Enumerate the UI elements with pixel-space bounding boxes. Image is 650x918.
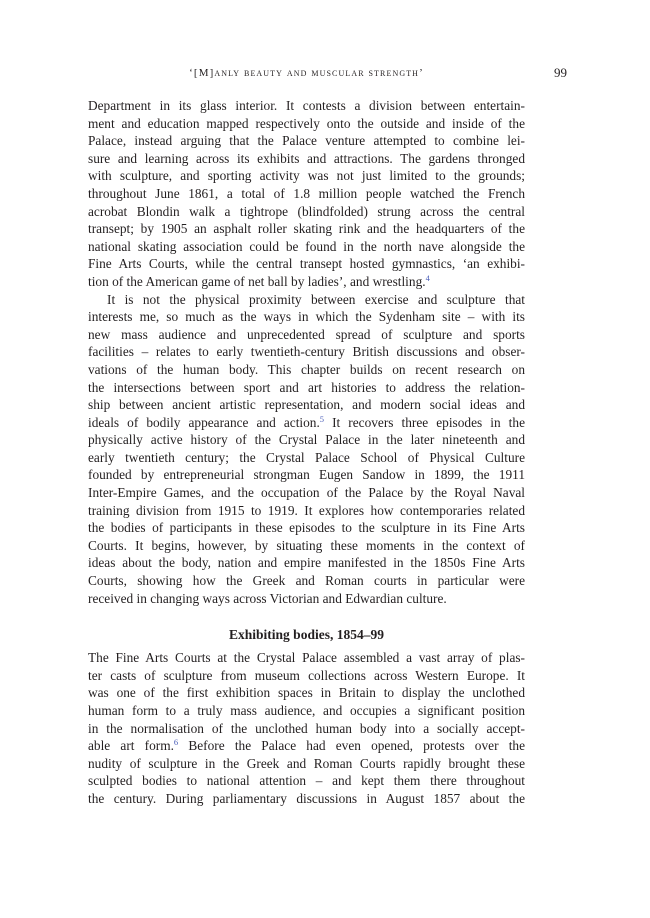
footnote-ref-6[interactable]: 6 <box>173 737 179 748</box>
text-line: human form to a truly mass audience, and occupies a significant position <box>88 703 525 718</box>
text-line: sculpted bodies to national attention – and kept them there throughout <box>88 773 525 789</box>
paragraph-3 <box>88 649 525 807</box>
text-line: new mass audience and unprecedented spread of sculpture and sports <box>88 326 525 342</box>
text-line <box>88 273 525 291</box>
section-heading: Exhibiting bodies, 1854–99 <box>229 627 384 643</box>
footnote-ref-4[interactable]: 4 <box>425 272 430 283</box>
text-line: the century. During parliamentary discussions in August 1857 about the <box>88 790 525 806</box>
text-line: in the normalisation of the unclothed human body into a socially accept- <box>88 720 525 736</box>
paragraph-1 <box>88 97 525 291</box>
text-line: nudity of sculpture in the Greek and Roman Courts rapidly brought these <box>88 755 525 771</box>
text-line: vations of the human body. This chapter builds on recent research on <box>88 361 525 377</box>
text-line: ship between ancient artistic representation, and modern social ideas and <box>88 397 525 413</box>
text-line: facilities – relates to early twentieth-century British discussions and obser- <box>88 344 525 360</box>
text-line: with sculpture, and sporting activity was not just limited to the grounds; <box>88 168 525 184</box>
text-line: throughout June 1861, a total of 1.8 million people watched the French <box>88 185 525 201</box>
text-line: Inter-Empire Games, and the occupation of the Palace by the Royal Naval <box>88 485 525 501</box>
text-line: training division from 1915 to 1919. It explores how contemporaries related <box>88 502 525 518</box>
text-run: tion of the American game of net ball by ladies’, and wrestling. <box>88 273 426 289</box>
text-line: acrobat Blondin walk a tightrope (blindfolded) strung across the central <box>88 203 525 219</box>
body-text <box>88 97 525 808</box>
text-line: sure and learning across its exhibits and attractions. The gardens thronged <box>88 150 525 166</box>
text-line: founded by entrepreneurial strongman Eugen Sandow in 1899, the 1911 <box>88 467 525 483</box>
text-run: ideals of bodily appearance and action. <box>88 414 320 430</box>
text-line: Courts, showing how the Greek and Roman courts in particular were <box>88 573 525 589</box>
text-line <box>88 737 525 755</box>
text-line: Fine Arts Courts, while the central transept hosted gymnastics, ‘an exhibi- <box>88 256 525 272</box>
text-line: interests me, so much as the ways in which the Sydenham site – with its <box>88 309 525 325</box>
text-line: Courts. It begins, however, by situating these moments in the context of <box>88 537 525 553</box>
text-run: It recovers three episodes in the <box>324 414 525 430</box>
text-line: early twentieth century; the Crystal Palace School of Physical Culture <box>88 449 525 465</box>
text-line: Department in its glass interior. It contests a division between entertain- <box>88 98 525 113</box>
text-line: ment and education mapped respectively onto the outside and inside of the <box>88 115 525 131</box>
text-line: ter casts of sculpture from museum collections across Western Europe. It <box>88 667 525 683</box>
text-run: Before the Palace had even opened, protests over the <box>178 738 525 754</box>
text-line: national skating association could be found in the north nave alongside the <box>88 238 525 254</box>
text-line: Palace, instead arguing that the Palace venture attempted to combine lei- <box>88 133 525 149</box>
text-line <box>88 414 525 432</box>
text-line: ideas about the body, nation and empire manifested in the 1850s Fine Arts <box>88 555 525 571</box>
text-line: was one of the first exhibition spaces in Britain to display the unclothed <box>88 685 525 701</box>
running-head: ‘[M]anly beauty and muscular strength’ <box>189 67 424 79</box>
paragraph-2 <box>88 291 525 608</box>
text-line: The Fine Arts Courts at the Crystal Palace assembled a vast array of plas- <box>88 650 525 666</box>
text-line: transept; by 1905 an asphalt roller skating rink and the headquarters of the <box>88 221 525 237</box>
text-line: received in changing ways across Victorian and Edwardian culture. <box>88 590 447 606</box>
text-line: It is not the physical proximity between exercise and sculpture that <box>107 291 525 307</box>
page-number: 99 <box>554 65 567 80</box>
text-line: physically active history of the Crystal Palace in the later nineteenth and <box>88 432 525 448</box>
text-line: the bodies of participants in these episodes to the sculpture in its Fine Arts <box>88 520 525 536</box>
text-line: the intersections between sport and art histories to address the relation- <box>88 379 525 395</box>
footnote-ref-5[interactable]: 5 <box>319 413 325 424</box>
text-run: able art form. <box>88 738 174 754</box>
